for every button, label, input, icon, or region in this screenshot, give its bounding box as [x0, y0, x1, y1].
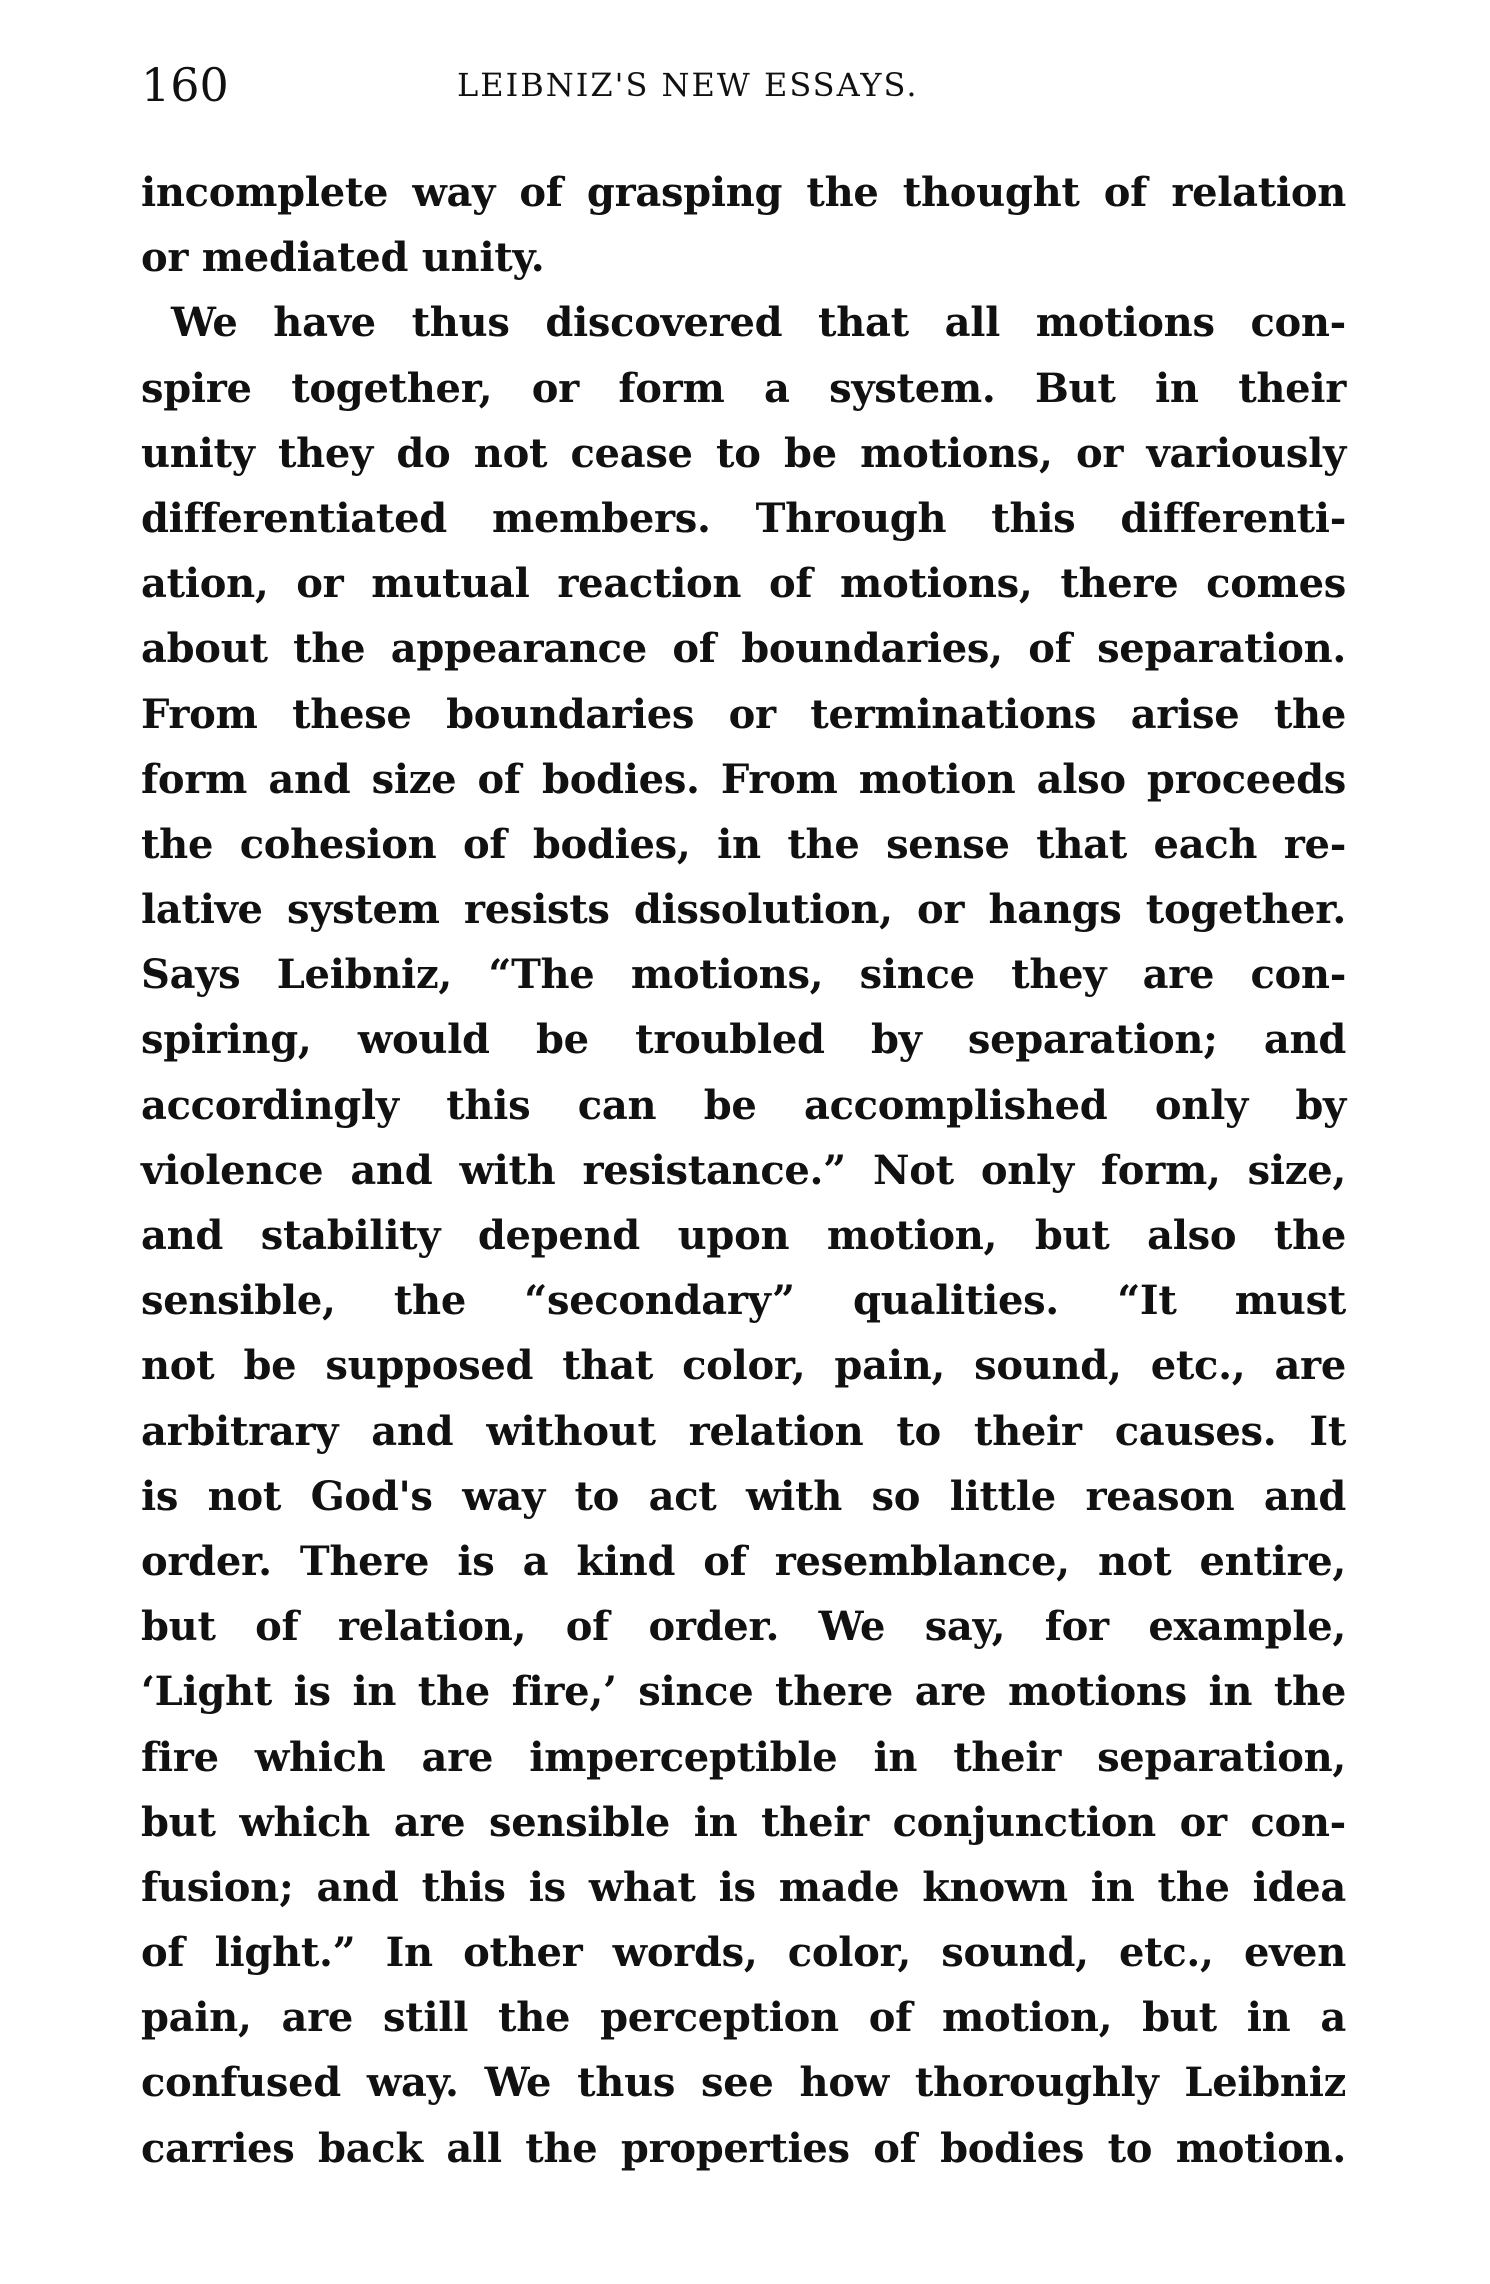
text-line: not be supposed that color, pain, sound, etc., are [141, 1342, 1346, 1390]
text-line: lative system resists dissolution, or hangs together. [141, 886, 1346, 934]
text-line: pain, are still the perception of motion, but in a [141, 1994, 1346, 2042]
text-line: incomplete way of grasping the thought of relation [141, 169, 1346, 216]
running-header [141, 58, 1346, 118]
text-line: about the appearance of boundaries, of separation. [141, 625, 1346, 673]
text-line: order. There is a kind of resemblance, not entire, [141, 1537, 1346, 1585]
text-line: fire which are imperceptible in their separation, [141, 1733, 1346, 1781]
text-line: but which are sensible in their conjunction or con- [141, 1798, 1346, 1846]
text-line: unity they do not cease to be motions, or variously [141, 429, 1346, 477]
text-line: form and size of bodies. From motion also proceeds [141, 755, 1346, 803]
page-body-text [141, 160, 1346, 2181]
text-line: accordingly this can be accomplished only by [141, 1081, 1346, 1129]
text-line: From these boundaries or terminations arise the [141, 690, 1346, 738]
text-line: and stability depend upon motion, but also the [141, 1212, 1346, 1259]
text-line: carries back all the properties of bodies to motion. [141, 2124, 1346, 2172]
text-line: differentiated members. Through this differenti- [141, 494, 1346, 542]
text-line: but of relation, of order. We say, for example, [141, 1603, 1346, 1651]
page-number: 160 [141, 58, 229, 112]
text-line: spire together, or form a system. But in their [141, 364, 1346, 412]
text-line: fusion; and this is what is made known in the idea [141, 1863, 1346, 1911]
text-line: arbitrary and without relation to their causes. It [141, 1407, 1346, 1455]
text-line: Says Leibniz, “The motions, since they are con- [141, 951, 1346, 999]
text-line: spiring, would be troubled by separation; and [141, 1016, 1346, 1064]
text-line: sensible, the “secondary” qualities. “It must [141, 1277, 1346, 1325]
text-line: or mediated unity. [141, 234, 545, 282]
text-line: ‘Light is in the fire,’ since there are motions in the [141, 1668, 1346, 1716]
text-line: We have thus discovered that all motions con- [171, 299, 1346, 347]
text-line: violence and with resistance.” Not only form, size, [141, 1146, 1346, 1194]
text-line: ation, or mutual reaction of motions, there comes [141, 560, 1346, 608]
text-line: is not God's way to act with so little reason and [141, 1472, 1346, 1520]
text-line: of light.” In other words, color, sound, etc., even [141, 1929, 1346, 1977]
running-title: LEIBNIZ'S NEW ESSAYS. [457, 66, 919, 104]
text-line: the cohesion of bodies, in the sense that each re- [141, 820, 1346, 868]
text-line: confused way. We thus see how thoroughly Leibniz [141, 2059, 1346, 2107]
